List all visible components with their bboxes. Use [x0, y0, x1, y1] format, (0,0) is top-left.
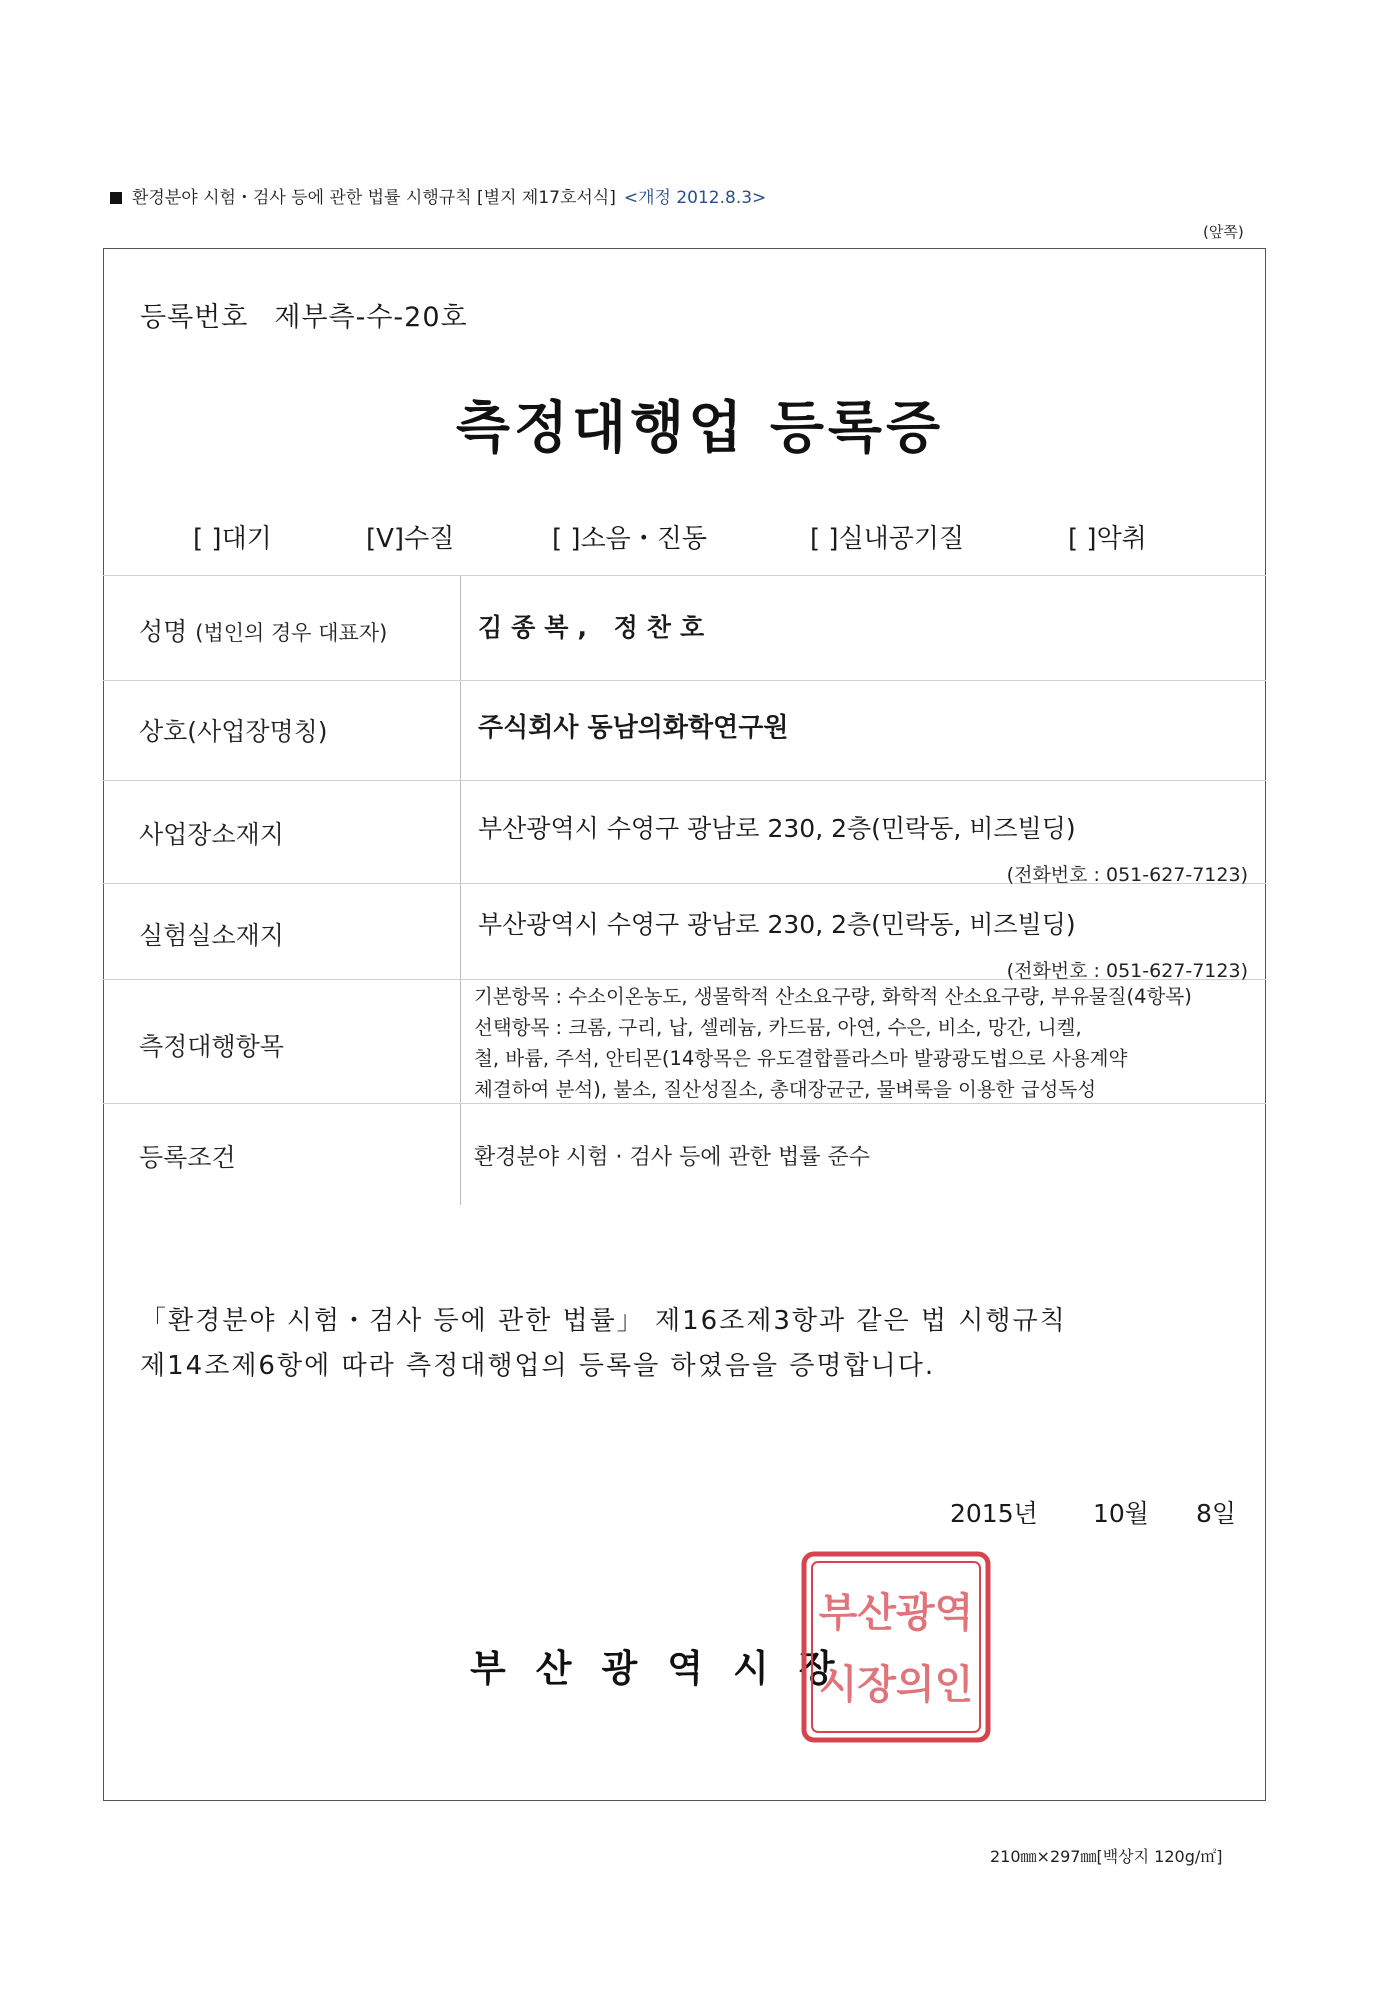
field-option-odor: [1068, 518, 1147, 555]
measurement-items-line: 기본항목 : 수소이온농도, 생물학적 산소요구량, 화학적 산소요구량, 부유물질(4항목): [474, 985, 1192, 1008]
measurement-items: [474, 981, 1192, 1105]
field-option-label: 대기: [221, 524, 272, 554]
registration-number-label: 등록번호: [140, 302, 249, 333]
field-check-mark: [ ]: [193, 524, 222, 554]
field-option-indoor-air: [810, 518, 964, 555]
field-check-mark: [ ]: [552, 524, 581, 554]
business-phone: (전화번호 : 051-627-7123): [1006, 864, 1248, 886]
table-rule: [103, 680, 1266, 681]
paper-specification: 210㎜×297㎜[백상지 120g/㎡]: [990, 1847, 1223, 1866]
registration-conditions: 환경분야 시험 · 검사 등에 관한 법률 준수: [474, 1145, 870, 1170]
certificate-title: 측정대행업 등록증: [455, 396, 945, 461]
row-label-measurement-items: 측정대행항목: [139, 1032, 284, 1061]
form-reference: [110, 183, 766, 208]
issuing-authority: 부산광역시장: [470, 1647, 865, 1690]
field-check-mark: [ ]: [1068, 524, 1097, 554]
field-option-label: 실내공기질: [838, 524, 965, 554]
official-seal: [798, 1548, 994, 1746]
square-bullet-icon: [110, 192, 122, 204]
seal-border: [804, 1554, 988, 1740]
table-rule: [103, 575, 1266, 576]
row-label-conditions: 등록조건: [139, 1143, 236, 1172]
measurement-items-line: 체결하여 분석), 불소, 질산성질소, 총대장균군, 물벼룩을 이용한 급성독성: [474, 1078, 1097, 1101]
name-label-text: 성명: [139, 617, 188, 646]
field-option-air: [193, 518, 272, 555]
lab-address: 부산광역시 수영구 광남로 230, 2층(민락동, 비즈빌딩): [478, 910, 1076, 939]
table-divider: [460, 575, 461, 1205]
issue-month: 10월: [1093, 1499, 1149, 1528]
field-option-label: 수질: [404, 524, 455, 554]
revision-note: <개정 2012.8.3>: [623, 188, 767, 208]
row-label-lab-address: 실험실소재지: [139, 921, 284, 950]
measurement-items-line: 철, 바륨, 주석, 안티몬(14항목은 유도결합플라스마 발광광도법으로 사용계약: [474, 1047, 1128, 1070]
lab-phone: (전화번호 : 051-627-7123): [1006, 960, 1248, 982]
field-option-noise: [552, 518, 707, 555]
row-label-business-address: 사업장소재지: [139, 820, 284, 849]
certification-statement-line: 제14조제6항에 따라 측정대행업의 등록을 하였음을 증명합니다.: [140, 1351, 936, 1381]
business-address: 부산광역시 수영구 광남로 230, 2층(민락동, 비즈빌딩): [478, 814, 1076, 843]
form-reference-text: 환경분야 시험・검사 등에 관한 법률 시행규칙 [별지 제17호서식]: [132, 188, 616, 208]
field-check-mark: [ ]: [810, 524, 839, 554]
registration-number: [140, 295, 468, 334]
company-name: 주식회사 동남의화학연구원: [478, 713, 789, 743]
registration-details-table: [103, 575, 1266, 1205]
certification-statement-line: 「환경분야 시험・검사 등에 관한 법률」 제16조제3항과 같은 법 시행규칙: [140, 1306, 1067, 1336]
seal-text-row-1: 부산광역: [818, 1589, 974, 1636]
front-side-label: (앞쪽): [1203, 223, 1244, 241]
seal-text-row-2: 시장의인: [818, 1661, 974, 1708]
issue-day: 8일: [1196, 1499, 1237, 1528]
issue-year: 2015년: [950, 1499, 1038, 1528]
field-option-label: 소음・진동: [580, 524, 708, 554]
table-rule: [103, 780, 1266, 781]
row-label-name: [139, 612, 387, 648]
name-label-note: (법인의 경우 대표자): [195, 621, 388, 645]
field-option-label: 악취: [1096, 524, 1147, 554]
row-label-trade-name: 상호(사업장명칭): [139, 717, 328, 746]
field-option-water: [366, 518, 454, 555]
field-checklist: [0, 518, 1400, 558]
registration-number-value: 제부측-수-20호: [274, 302, 468, 333]
measurement-items-line: 선택항목 : 크롬, 구리, 납, 셀레늄, 카드뮴, 아연, 수은, 비소, 망간, 니켈,: [474, 1016, 1082, 1039]
representative-name: 김종복, 정찬호: [478, 613, 714, 642]
field-check-mark: [V]: [366, 524, 405, 554]
